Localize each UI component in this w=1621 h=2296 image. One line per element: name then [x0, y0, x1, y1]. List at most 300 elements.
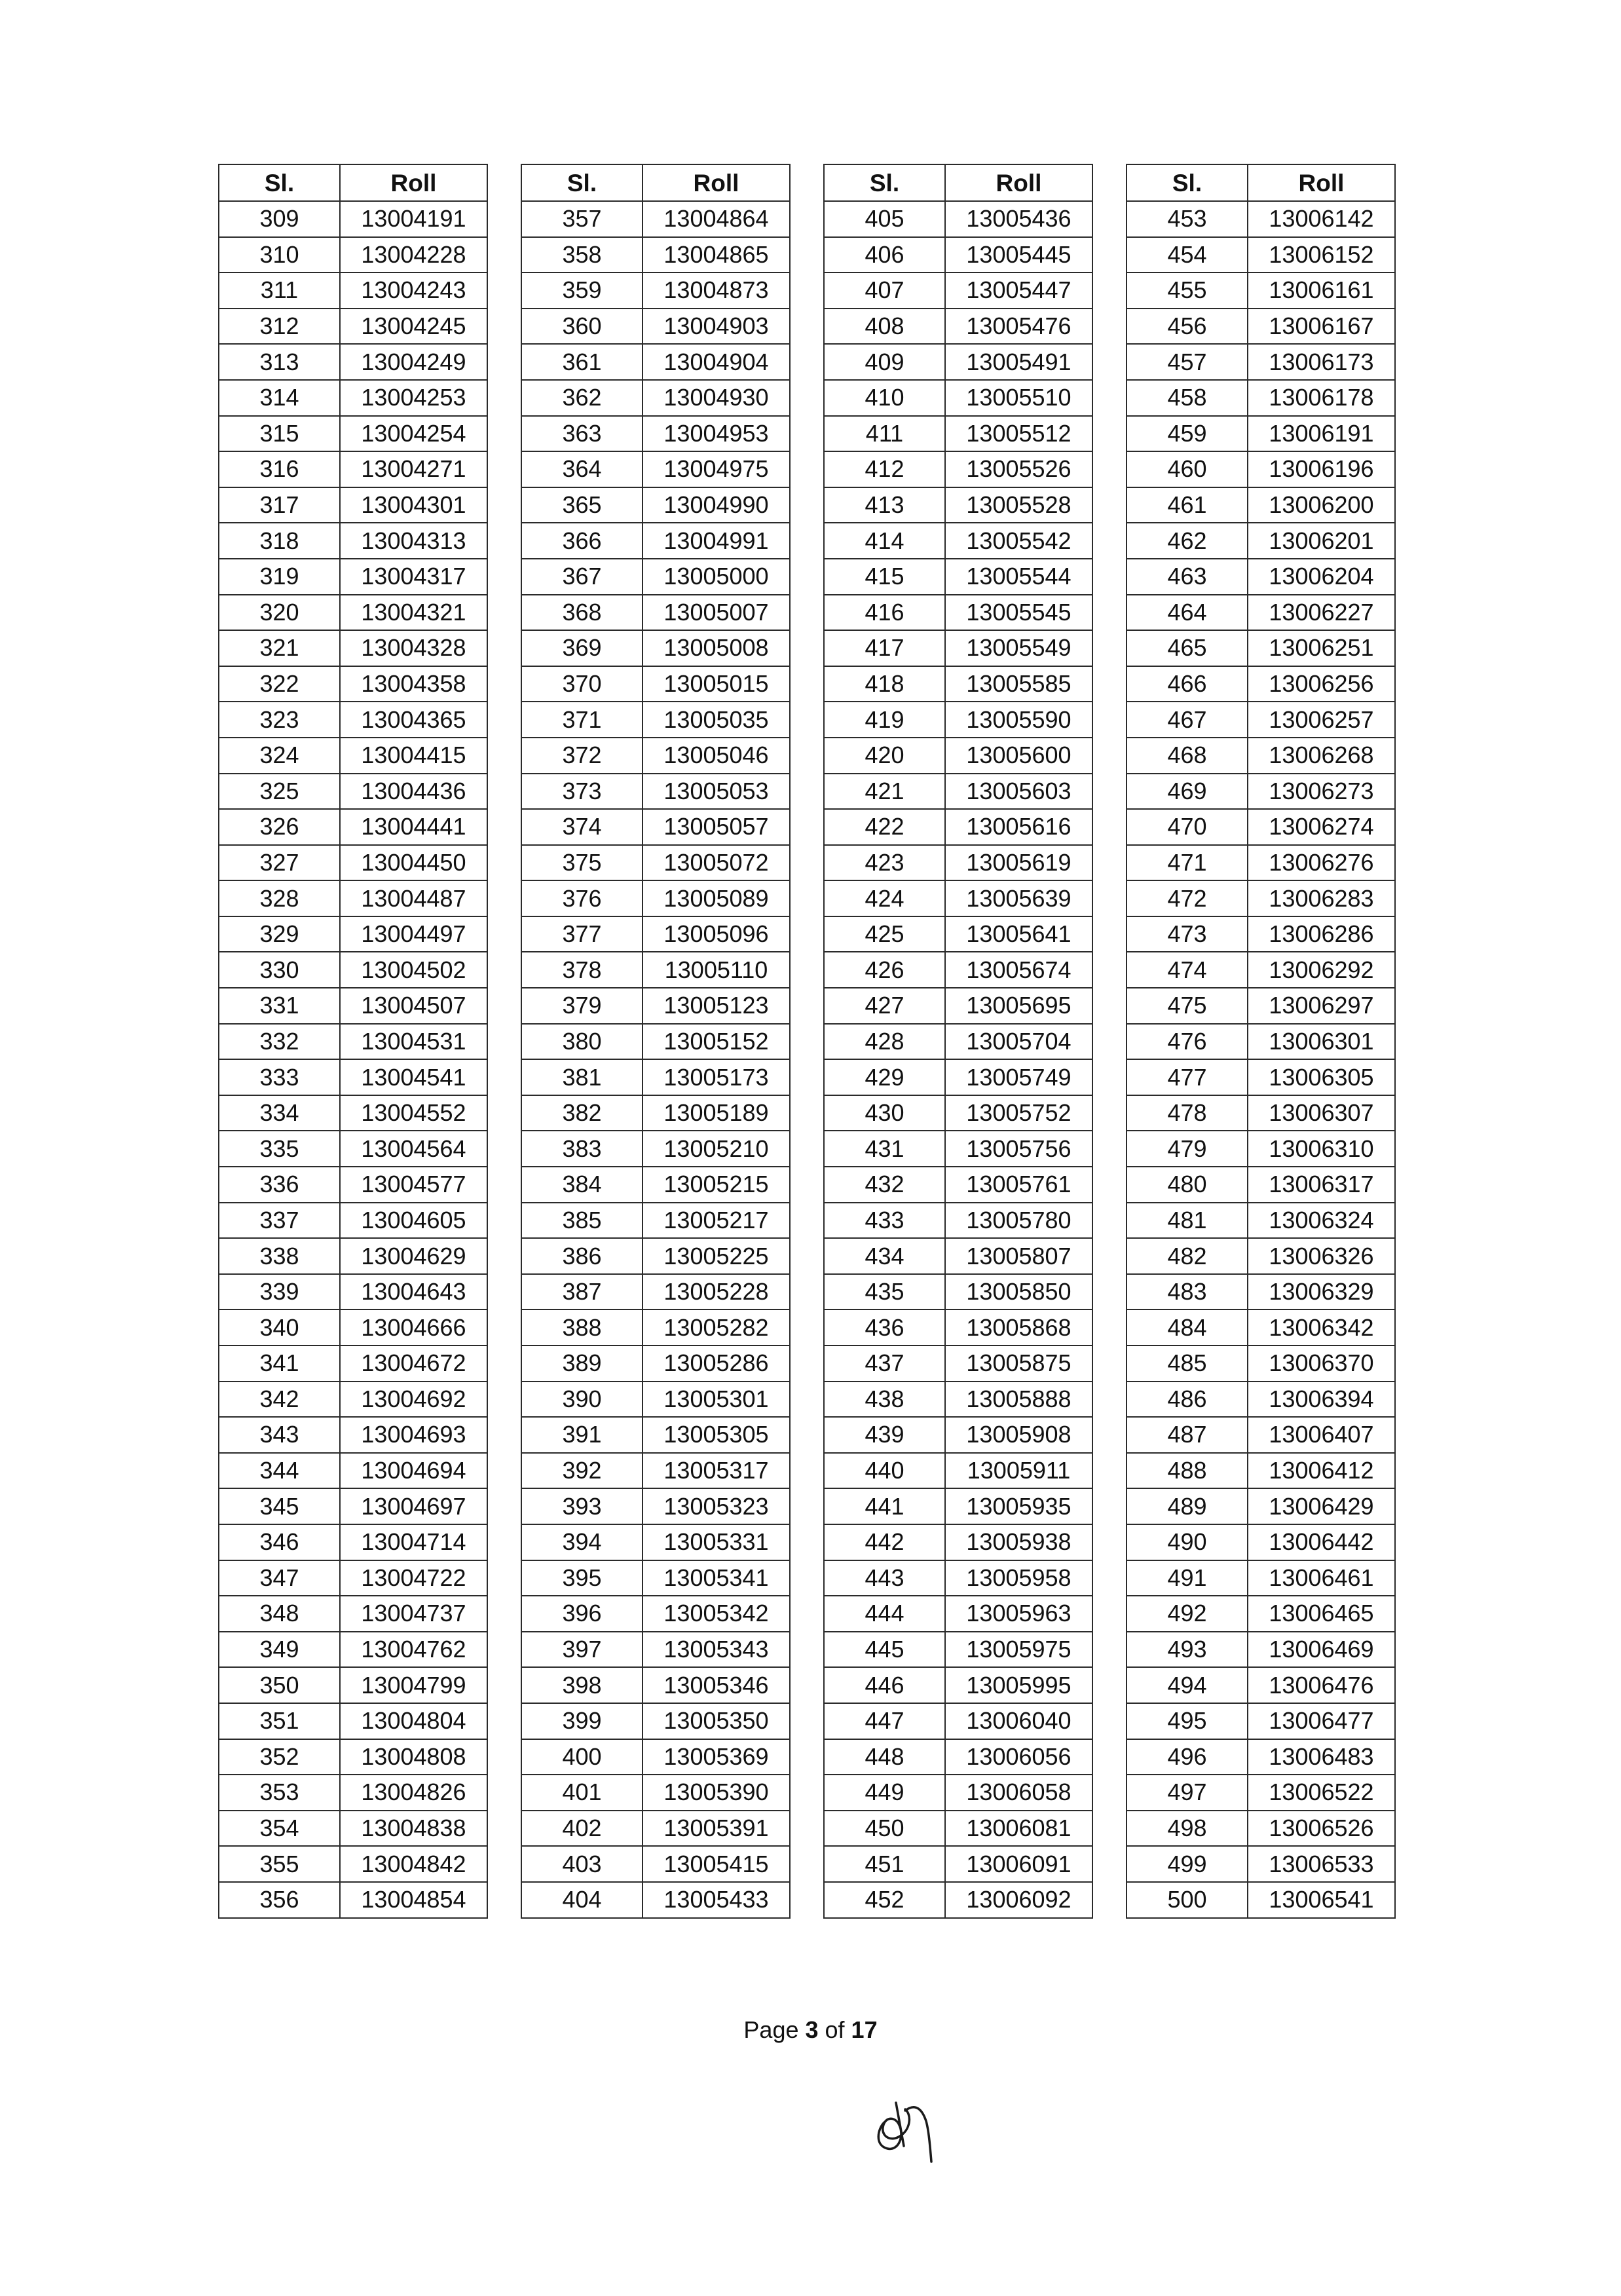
sl-cell: 338	[219, 1238, 340, 1274]
table-row	[824, 988, 1092, 1024]
table-row	[219, 774, 487, 810]
roll-cell: 13004903	[643, 309, 790, 345]
sl-cell: 333	[219, 1059, 340, 1095]
sl-cell: 349	[219, 1632, 340, 1668]
sl-cell: 441	[824, 1488, 945, 1524]
roll-cell: 13005875	[945, 1346, 1092, 1382]
sl-cell: 468	[1127, 738, 1248, 774]
roll-cell: 13004487	[340, 880, 487, 916]
table-row	[1127, 1596, 1395, 1632]
roll-cell: 13004804	[340, 1703, 487, 1739]
table-row	[219, 952, 487, 988]
sl-cell: 419	[824, 702, 945, 738]
table-row	[521, 1882, 790, 1918]
roll-cell: 13005752	[945, 1095, 1092, 1131]
roll-cell: 13006317	[1248, 1167, 1395, 1203]
roll-cell: 13005510	[945, 380, 1092, 416]
table-row	[219, 666, 487, 702]
roll-cell: 13005447	[945, 273, 1092, 309]
table-row	[1127, 1309, 1395, 1346]
roll-cell: 13006273	[1248, 774, 1395, 810]
table-row	[1127, 1453, 1395, 1489]
sl-cell: 412	[824, 451, 945, 487]
table-row	[1127, 416, 1395, 452]
sl-cell: 496	[1127, 1739, 1248, 1775]
sl-cell: 340	[219, 1309, 340, 1346]
table-row	[219, 1632, 487, 1668]
sl-cell: 495	[1127, 1703, 1248, 1739]
roll-cell: 13005089	[643, 880, 790, 916]
sl-cell: 449	[824, 1775, 945, 1811]
sl-cell: 461	[1127, 487, 1248, 523]
roll-cell: 13005616	[945, 809, 1092, 845]
page-number-footer	[0, 2016, 1621, 2044]
table-row	[824, 1882, 1092, 1918]
sl-cell: 379	[521, 988, 643, 1024]
table-row	[521, 702, 790, 738]
roll-cell: 13005350	[643, 1703, 790, 1739]
table-row	[219, 380, 487, 416]
sl-cell: 443	[824, 1560, 945, 1596]
table-row	[521, 1274, 790, 1310]
sl-cell: 464	[1127, 595, 1248, 631]
roll-cell: 13006429	[1248, 1488, 1395, 1524]
table-header-row	[1127, 164, 1395, 201]
sl-cell: 360	[521, 309, 643, 345]
table-row	[521, 523, 790, 559]
table-row	[824, 774, 1092, 810]
table-row	[219, 1524, 487, 1560]
roll-cell: 13004577	[340, 1167, 487, 1203]
table-row	[219, 702, 487, 738]
table-row	[824, 416, 1092, 452]
sl-cell: 429	[824, 1059, 945, 1095]
roll-cell: 13005639	[945, 880, 1092, 916]
table-row	[824, 273, 1092, 309]
sl-cell: 417	[824, 630, 945, 666]
roll-cell: 13004762	[340, 1632, 487, 1668]
roll-table-1	[218, 164, 488, 1919]
table-row	[219, 487, 487, 523]
sl-cell: 424	[824, 880, 945, 916]
table-row	[1127, 1524, 1395, 1560]
sl-cell: 463	[1127, 559, 1248, 595]
roll-cell: 13004930	[643, 380, 790, 416]
table-row	[219, 809, 487, 845]
sl-cell: 492	[1127, 1596, 1248, 1632]
table-row	[1127, 1703, 1395, 1739]
sl-cell: 456	[1127, 309, 1248, 345]
roll-cell: 13004873	[643, 273, 790, 309]
table-row	[1127, 487, 1395, 523]
sl-cell: 446	[824, 1667, 945, 1703]
sl-cell: 453	[1127, 201, 1248, 237]
table-row	[1127, 273, 1395, 309]
roll-cell: 13006152	[1248, 237, 1395, 273]
sl-cell: 356	[219, 1882, 340, 1918]
roll-cell: 13005436	[945, 201, 1092, 237]
table-row	[824, 1059, 1092, 1095]
table-row	[1127, 702, 1395, 738]
roll-cell: 13005695	[945, 988, 1092, 1024]
roll-cell: 13005228	[643, 1274, 790, 1310]
sl-cell: 440	[824, 1453, 945, 1489]
table-row	[824, 1203, 1092, 1239]
roll-cell: 13005445	[945, 237, 1092, 273]
table-row	[219, 1739, 487, 1775]
roll-cell: 13004693	[340, 1417, 487, 1453]
table-row	[824, 1524, 1092, 1560]
roll-cell: 13004328	[340, 630, 487, 666]
roll-cell: 13004249	[340, 344, 487, 380]
sl-cell: 322	[219, 666, 340, 702]
table-row	[824, 738, 1092, 774]
sl-cell: 422	[824, 809, 945, 845]
table-row	[521, 1560, 790, 1596]
table-row	[521, 1846, 790, 1882]
sl-cell: 387	[521, 1274, 643, 1310]
table-row	[824, 1095, 1092, 1131]
sl-cell: 411	[824, 416, 945, 452]
roll-cell: 13005015	[643, 666, 790, 702]
sl-cell: 388	[521, 1309, 643, 1346]
roll-cell: 13005110	[643, 952, 790, 988]
table-row	[521, 416, 790, 452]
roll-cell: 13004808	[340, 1739, 487, 1775]
roll-cell: 13004864	[643, 201, 790, 237]
table-row	[1127, 809, 1395, 845]
sl-cell: 389	[521, 1346, 643, 1382]
sl-cell: 324	[219, 738, 340, 774]
roll-cell: 13005908	[945, 1417, 1092, 1453]
table-row	[824, 1739, 1092, 1775]
table-row	[824, 1596, 1092, 1632]
table-row	[521, 1382, 790, 1418]
roll-cell: 13006283	[1248, 880, 1395, 916]
roll-cell: 13004531	[340, 1024, 487, 1060]
table-row	[219, 1882, 487, 1918]
table-row	[521, 916, 790, 952]
table-row	[1127, 666, 1395, 702]
sl-cell: 494	[1127, 1667, 1248, 1703]
roll-cell: 13005585	[945, 666, 1092, 702]
roll-cell: 13004358	[340, 666, 487, 702]
table-row	[824, 809, 1092, 845]
table-row	[521, 952, 790, 988]
table-row	[1127, 1382, 1395, 1418]
sl-cell: 373	[521, 774, 643, 810]
roll-cell: 13004854	[340, 1882, 487, 1918]
sl-cell: 395	[521, 1560, 643, 1596]
sl-cell: 406	[824, 237, 945, 273]
sl-cell: 427	[824, 988, 945, 1024]
roll-cell: 13005549	[945, 630, 1092, 666]
table-row	[521, 774, 790, 810]
roll-cell: 13006329	[1248, 1274, 1395, 1310]
roll-cell: 13004666	[340, 1309, 487, 1346]
table-row	[824, 1382, 1092, 1418]
table-row	[824, 630, 1092, 666]
sl-cell: 319	[219, 559, 340, 595]
sl-cell: 344	[219, 1453, 340, 1489]
roll-cell: 13004826	[340, 1775, 487, 1811]
table-row	[824, 1846, 1092, 1882]
roll-cell: 13005544	[945, 559, 1092, 595]
table-row	[824, 1775, 1092, 1811]
sl-cell: 330	[219, 952, 340, 988]
table-row	[521, 1203, 790, 1239]
sl-cell: 486	[1127, 1382, 1248, 1418]
roll-cell: 13006286	[1248, 916, 1395, 952]
roll-cell: 13004737	[340, 1596, 487, 1632]
sl-cell: 352	[219, 1739, 340, 1775]
table-row	[824, 201, 1092, 237]
sl-cell: 474	[1127, 952, 1248, 988]
sl-cell: 462	[1127, 523, 1248, 559]
table-row	[1127, 1095, 1395, 1131]
roll-cell: 13006541	[1248, 1882, 1395, 1918]
table-row	[521, 809, 790, 845]
table-row	[1127, 523, 1395, 559]
roll-cell: 13004502	[340, 952, 487, 988]
roll-cell: 13005391	[643, 1811, 790, 1847]
table-row	[219, 988, 487, 1024]
table-row	[219, 416, 487, 452]
roll-cell: 13006142	[1248, 201, 1395, 237]
sl-cell: 363	[521, 416, 643, 452]
roll-column-header: Roll	[643, 164, 790, 201]
roll-cell: 13006310	[1248, 1131, 1395, 1167]
sl-cell: 374	[521, 809, 643, 845]
table-row	[824, 1274, 1092, 1310]
table-row	[219, 1346, 487, 1382]
sl-cell: 376	[521, 880, 643, 916]
roll-cell: 13004865	[643, 237, 790, 273]
sl-cell: 355	[219, 1846, 340, 1882]
table-row	[219, 237, 487, 273]
table-row	[219, 559, 487, 595]
roll-cell: 13006461	[1248, 1560, 1395, 1596]
sl-cell: 450	[824, 1811, 945, 1847]
roll-cell: 13006412	[1248, 1453, 1395, 1489]
sl-cell: 416	[824, 595, 945, 631]
table-header-row	[521, 164, 790, 201]
roll-cell: 13005286	[643, 1346, 790, 1382]
roll-cell: 13006276	[1248, 845, 1395, 881]
roll-cell: 13005343	[643, 1632, 790, 1668]
table-row	[824, 237, 1092, 273]
sl-cell: 314	[219, 380, 340, 416]
table-row	[1127, 988, 1395, 1024]
current-page-number: 3	[805, 2016, 819, 2043]
sl-cell: 316	[219, 451, 340, 487]
roll-cell: 13005935	[945, 1488, 1092, 1524]
roll-cell: 13004722	[340, 1560, 487, 1596]
roll-cell: 13005807	[945, 1238, 1092, 1274]
sl-cell: 430	[824, 1095, 945, 1131]
sl-cell: 482	[1127, 1238, 1248, 1274]
roll-cell: 13005590	[945, 702, 1092, 738]
sl-cell: 459	[1127, 416, 1248, 452]
sl-cell: 497	[1127, 1775, 1248, 1811]
roll-cell: 13004317	[340, 559, 487, 595]
table-row	[1127, 237, 1395, 273]
sl-cell: 480	[1127, 1167, 1248, 1203]
sl-cell: 471	[1127, 845, 1248, 881]
roll-cell: 13005995	[945, 1667, 1092, 1703]
roll-cell: 13005341	[643, 1560, 790, 1596]
table-row	[521, 1524, 790, 1560]
table-row	[1127, 1024, 1395, 1060]
table-row	[1127, 1882, 1395, 1918]
sl-cell: 458	[1127, 380, 1248, 416]
sl-cell: 325	[219, 774, 340, 810]
sl-cell: 384	[521, 1167, 643, 1203]
roll-cell: 13005888	[945, 1382, 1092, 1418]
sl-cell: 317	[219, 487, 340, 523]
sl-cell: 311	[219, 273, 340, 309]
table-row	[219, 309, 487, 345]
roll-cell: 13006324	[1248, 1203, 1395, 1239]
roll-cell: 13005317	[643, 1453, 790, 1489]
sl-cell: 394	[521, 1524, 643, 1560]
sl-cell: 415	[824, 559, 945, 595]
sl-cell: 426	[824, 952, 945, 988]
sl-cell: 361	[521, 344, 643, 380]
roll-cell: 13005619	[945, 845, 1092, 881]
table-row	[1127, 880, 1395, 916]
sl-cell: 398	[521, 1667, 643, 1703]
sl-cell: 489	[1127, 1488, 1248, 1524]
table-row	[521, 738, 790, 774]
page-of-label: of	[818, 2016, 851, 2043]
table-row	[824, 523, 1092, 559]
sl-cell: 337	[219, 1203, 340, 1239]
roll-cell: 13006407	[1248, 1417, 1395, 1453]
table-row	[219, 523, 487, 559]
sl-cell: 413	[824, 487, 945, 523]
roll-cell: 13005603	[945, 774, 1092, 810]
table-row	[219, 1846, 487, 1882]
sl-cell: 385	[521, 1203, 643, 1239]
table-row	[824, 559, 1092, 595]
sl-cell: 368	[521, 595, 643, 631]
roll-cell: 13005512	[945, 416, 1092, 452]
sl-cell: 310	[219, 237, 340, 273]
sl-cell: 347	[219, 1560, 340, 1596]
roll-cell: 13005217	[643, 1203, 790, 1239]
roll-cell: 13006476	[1248, 1667, 1395, 1703]
table-row	[1127, 451, 1395, 487]
sl-cell: 447	[824, 1703, 945, 1739]
table-row	[824, 380, 1092, 416]
sl-cell: 470	[1127, 809, 1248, 845]
table-row	[521, 666, 790, 702]
roll-cell: 13005008	[643, 630, 790, 666]
sl-cell: 351	[219, 1703, 340, 1739]
table-row	[219, 1667, 487, 1703]
table-row	[219, 1560, 487, 1596]
table-row	[1127, 1417, 1395, 1453]
roll-cell: 13004313	[340, 523, 487, 559]
roll-cell: 13005072	[643, 845, 790, 881]
table-row	[1127, 1811, 1395, 1847]
roll-cell: 13006533	[1248, 1846, 1395, 1882]
sl-cell: 346	[219, 1524, 340, 1560]
roll-cell: 13005189	[643, 1095, 790, 1131]
sl-cell: 484	[1127, 1309, 1248, 1346]
roll-cell: 13006196	[1248, 451, 1395, 487]
sl-cell: 335	[219, 1131, 340, 1167]
sl-cell: 442	[824, 1524, 945, 1560]
table-row	[1127, 1560, 1395, 1596]
table-row	[521, 1238, 790, 1274]
sl-column-header: Sl.	[1127, 164, 1248, 201]
sl-cell: 342	[219, 1382, 340, 1418]
roll-cell: 13006305	[1248, 1059, 1395, 1095]
table-row	[1127, 1667, 1395, 1703]
sl-cell: 498	[1127, 1811, 1248, 1847]
table-row	[521, 845, 790, 881]
roll-cell: 13006442	[1248, 1524, 1395, 1560]
table-row	[219, 1059, 487, 1095]
roll-cell: 13004564	[340, 1131, 487, 1167]
table-row	[521, 1417, 790, 1453]
sl-cell: 380	[521, 1024, 643, 1060]
sl-column-header: Sl.	[824, 164, 945, 201]
roll-cell: 13005390	[643, 1775, 790, 1811]
sl-cell: 375	[521, 845, 643, 881]
roll-cell: 13005600	[945, 738, 1092, 774]
table-row	[1127, 774, 1395, 810]
sl-cell: 309	[219, 201, 340, 237]
roll-cell: 13006091	[945, 1846, 1092, 1882]
roll-cell: 13006268	[1248, 738, 1395, 774]
roll-cell: 13005415	[643, 1846, 790, 1882]
sl-cell: 414	[824, 523, 945, 559]
table-row	[219, 1453, 487, 1489]
roll-cell: 13004243	[340, 273, 487, 309]
roll-cell: 13005975	[945, 1632, 1092, 1668]
roll-cell: 13005528	[945, 487, 1092, 523]
sl-cell: 328	[219, 880, 340, 916]
sl-cell: 367	[521, 559, 643, 595]
table-row	[219, 344, 487, 380]
sl-cell: 438	[824, 1382, 945, 1418]
table-row	[521, 237, 790, 273]
sl-cell: 392	[521, 1453, 643, 1489]
table-row	[219, 880, 487, 916]
roll-cell: 13005173	[643, 1059, 790, 1095]
table-row	[1127, 1131, 1395, 1167]
roll-cell: 13006256	[1248, 666, 1395, 702]
roll-cell: 13006526	[1248, 1811, 1395, 1847]
roll-cell: 13005545	[945, 595, 1092, 631]
roll-column-header: Roll	[1248, 164, 1395, 201]
sl-cell: 365	[521, 487, 643, 523]
roll-cell: 13006394	[1248, 1382, 1395, 1418]
roll-cell: 13006483	[1248, 1739, 1395, 1775]
roll-cell: 13006173	[1248, 344, 1395, 380]
table-row	[219, 451, 487, 487]
table-row	[1127, 1238, 1395, 1274]
table-row	[219, 738, 487, 774]
roll-cell: 13006092	[945, 1882, 1092, 1918]
sl-cell: 353	[219, 1775, 340, 1811]
sl-cell: 475	[1127, 988, 1248, 1024]
sl-cell: 485	[1127, 1346, 1248, 1382]
sl-cell: 444	[824, 1596, 945, 1632]
